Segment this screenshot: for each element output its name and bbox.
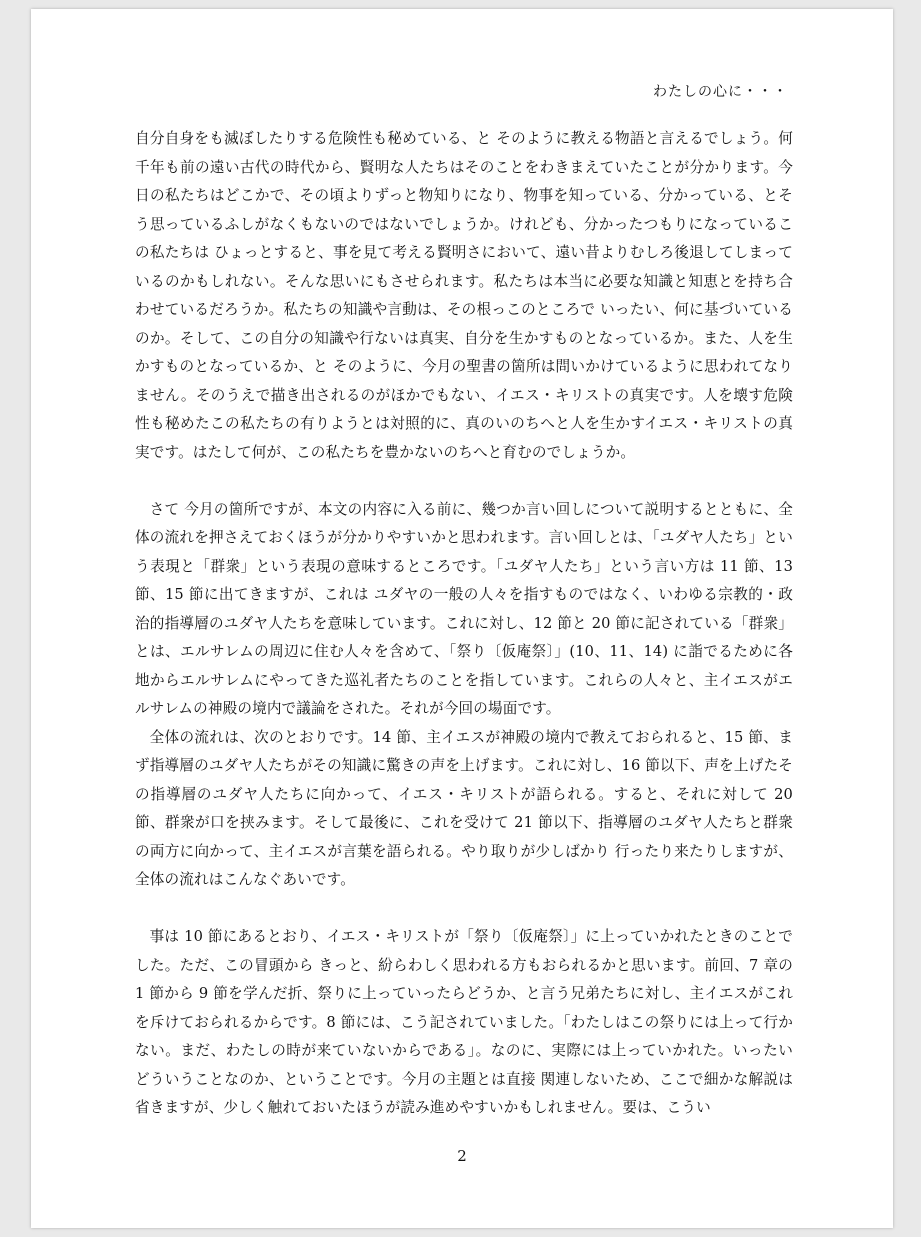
running-header: わたしの心に・・・ bbox=[653, 84, 788, 100]
page-number: 2 bbox=[457, 1147, 467, 1165]
paragraph: 全体の流れは、次のとおりです。14 節、主イエスが神殿の境内で教えておられると、15 節、まず指導層のユダヤ人たちがその知識に驚きの声を上げます。これに対し、16 節以下、声を上げたその指導層のユダヤ人たちに向かって、イエス・キリストが語られる。すると、それに対して 20 節、群衆が口を挟みます。そして最後に、これを受けて 21 節以下、指導層のユダヤ人たちと群衆の両方に向かって、主イエスが言葉を語られる。やり取りが少しばかり 行ったり来たりしますが、全体の流れはこんなぐあいです。 bbox=[135, 728, 793, 888]
paragraph: 事は 10 節にあるとおり、イエス・キリストが「祭り〔仮庵祭〕」に上っていかれたときのことでした。ただ、この冒頭から きっと、紛らわしく思われる方もおられるかと思います。前回、7 章の 1 節から 9 節を学んだ折、祭りに上っていったらどうか、と言う兄弟たちに対し、主イエスがこれを斥けておられるからです。8 節には、こう記されていました。「わたしはこの祭りには上って行かない。まだ、わたしの時が来ていないからである」。なのに、実際には上っていかれた。いったい どういうことなのか、ということです。今月の主題とは直接 関連しないため、ここで細かな解説は省きますが、少しく触れておいたほうが読み進めやすいかもしれません。要は、こうい bbox=[135, 928, 793, 1116]
paragraph: さて 今月の箇所ですが、本文の内容に入る前に、幾つか言い回しについて説明するとともに、全体の流れを押さえておくほうが分かりやすいかと思われます。言い回しとは、「ユダヤ人たち」という表現と「群衆」という表現の意味するところです。「ユダヤ人たち」という言い方は 11 節、13 節、15 節に出てきますが、これは ユダヤの一般の人々を指すものではなく、いわゆる宗教的・政治的指導層のユダヤ人たちを意味しています。これに対し、12 節と 20 節に記されている「群衆」とは、エルサレムの周辺に住む人々を含めて、「祭り〔仮庵祭〕」(10、11、14) に詣でるために各地からエルサレムにやってきた巡礼者たちのことを指しています。これらの人々と、主イエスがエルサレムの神殿の境内で議論をされた。それが今回の場面です。 bbox=[135, 500, 793, 717]
body-text bbox=[135, 125, 793, 1123]
document-page bbox=[31, 9, 893, 1228]
paragraph: 自分自身をも滅ぼしたりする危険性も秘めている、と そのように教える物語と言えるでしょう。何千年も前の遠い古代の時代から、賢明な人たちはそのことをわきまえていたことが分かります。今日の私たちはどこかで、その頃よりずっと物知りになり、物事を知っている、分かっている、とそう思っているふしがなくもないのではないでしょうか。けれども、分かったつもりになっているこの私たちは ひょっとすると、事を見て考える賢明さにおいて、遠い昔よりむしろ後退してしまっているのかもしれない。そんな思いにもさせられます。私たちは本当に必要な知識と知恵とを持ち合わせているだろうか。私たちの知識や言動は、その根っこのところで いったい、何に基づいているのか。そして、この自分の知識や行ないは真実、自分を生かすものとなっているか。また、人を生かすものとなっているか、と そのように、今月の聖書の箇所は問いかけているように思われてなりません。そのうえで描き出されるのがほかでもない、イエス・キリストの真実です。人を壊す危険性も秘めたこの私たちの有りようとは対照的に、真のいのちへと人を生かすイエス・キリストの真実です。はたして何が、この私たちを豊かないのちへと育むのでしょうか。 bbox=[135, 130, 793, 461]
